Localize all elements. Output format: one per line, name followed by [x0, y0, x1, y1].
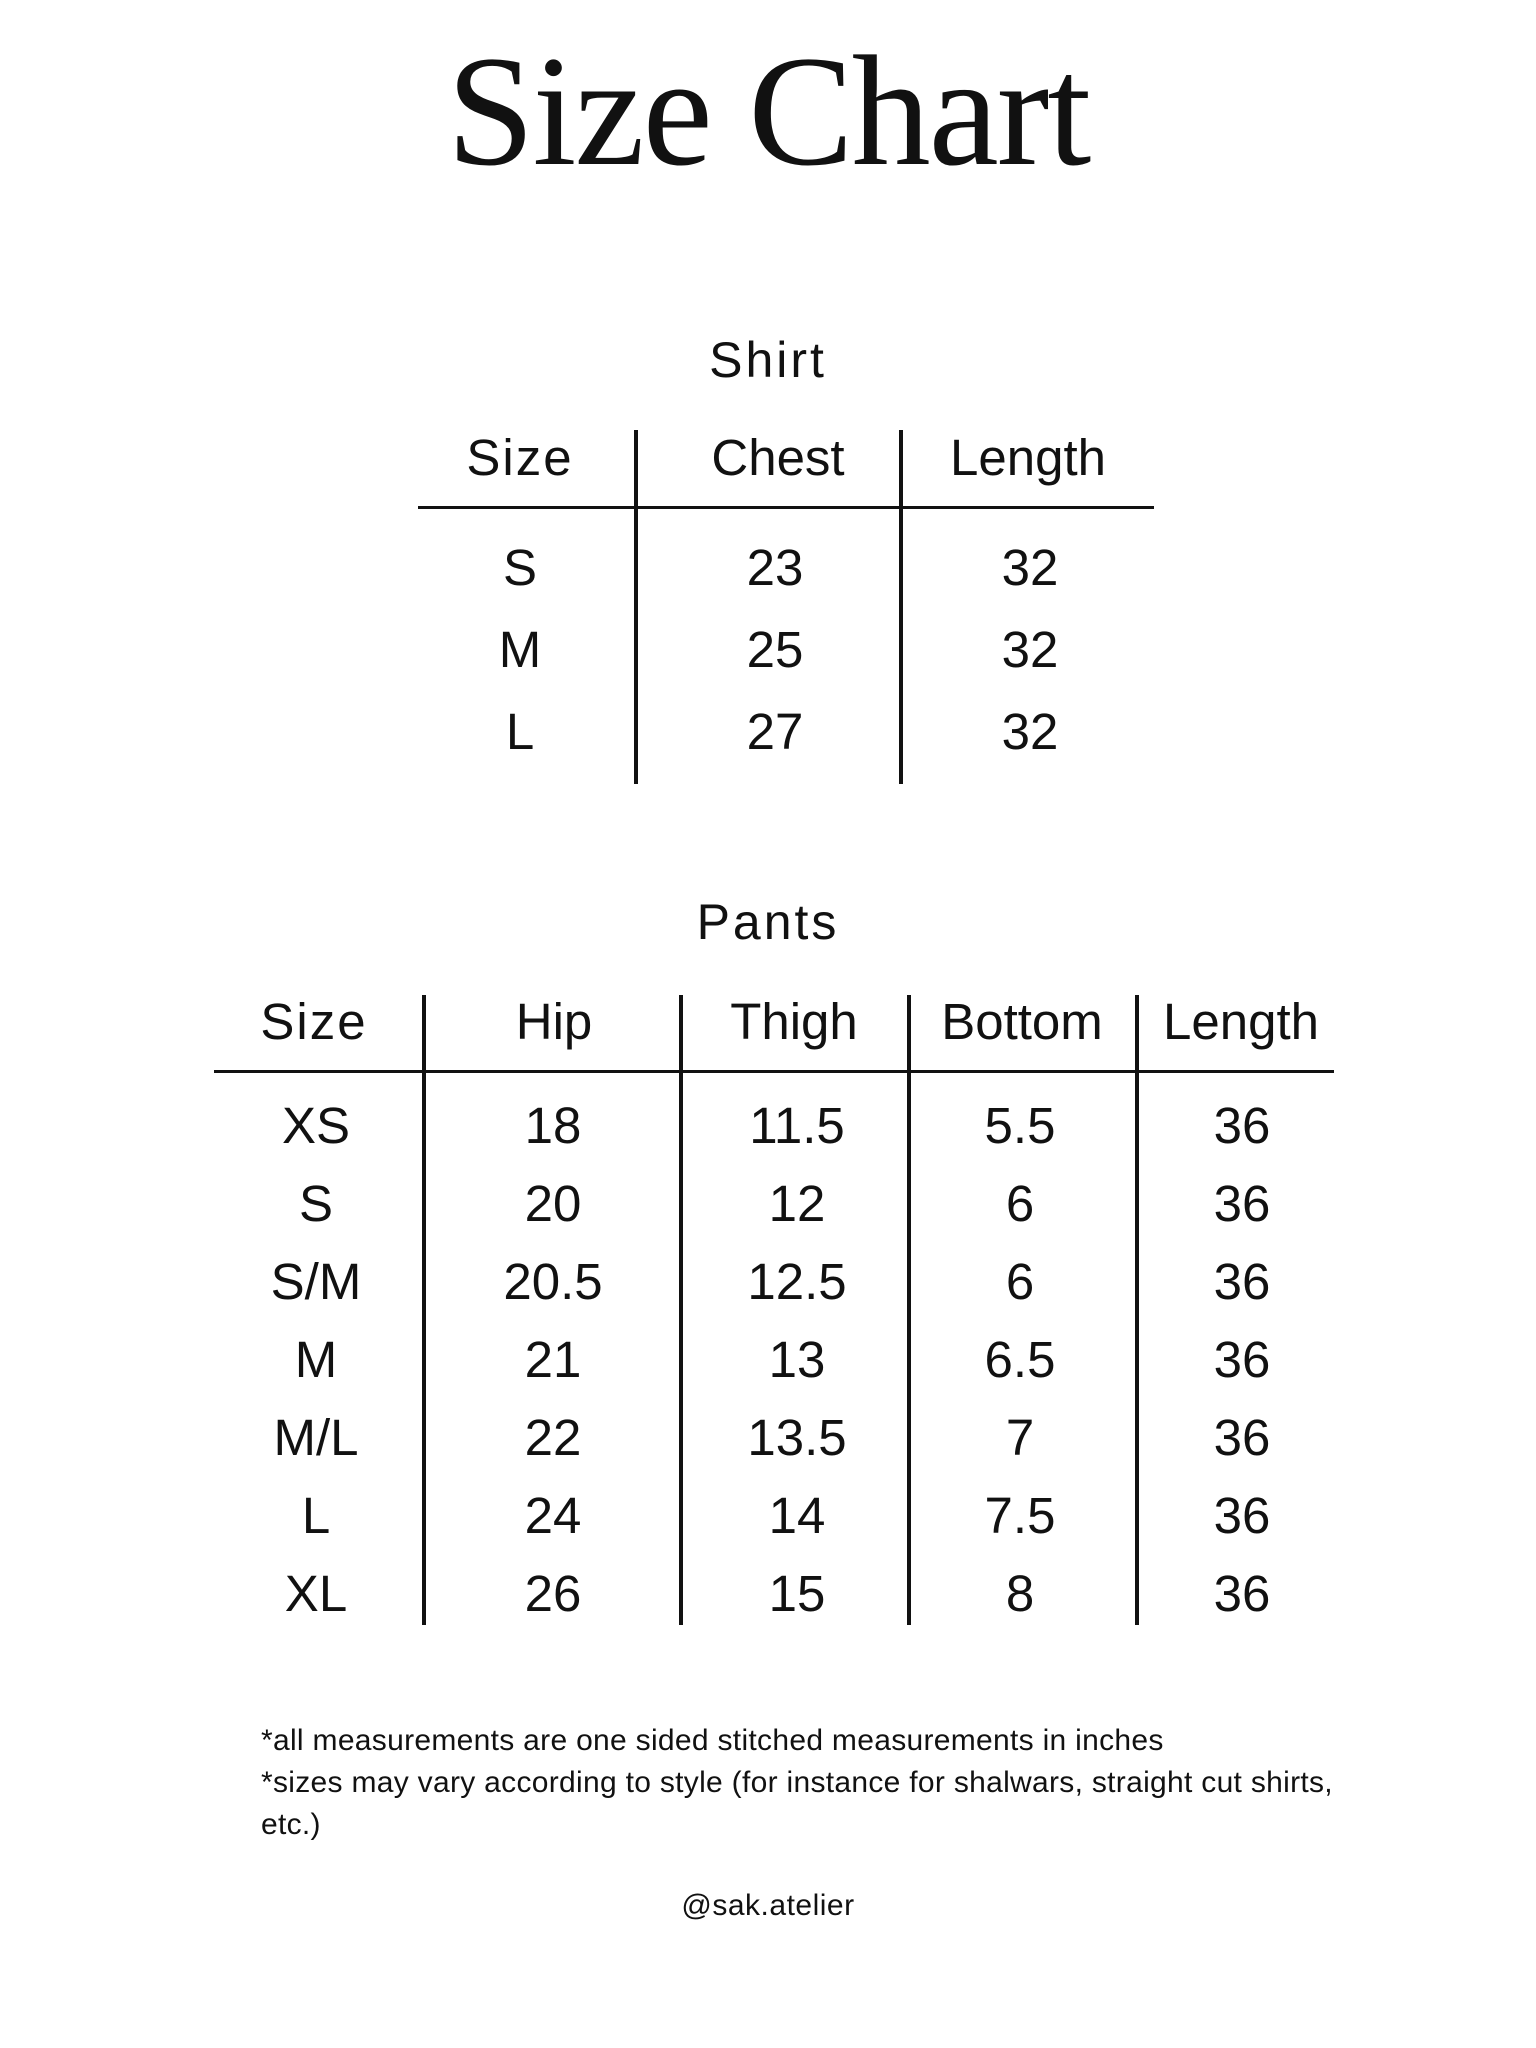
- pants-row-2-size: S: [298, 1175, 334, 1232]
- pants-row-2-hip: 20: [524, 1175, 582, 1232]
- pants-row-2-bottom: 6: [1005, 1175, 1035, 1232]
- pants-row-3-bottom: 6: [1005, 1253, 1035, 1310]
- pants-row-6-bottom: 7.5: [984, 1487, 1056, 1544]
- pants-header-divider: [214, 1070, 1334, 1073]
- shirt-row-2-length: 32: [1001, 621, 1059, 678]
- pants-row-6-size: L: [301, 1487, 331, 1544]
- pants-row-4-bottom: 6.5: [984, 1331, 1056, 1388]
- pants-row-6-thigh: 14: [768, 1487, 826, 1544]
- pants-row-4-size: M: [294, 1331, 338, 1388]
- size-variation-note: *sizes may vary according to style (for instance for shalwars, straight cut shirts, etc.): [261, 1766, 1333, 1841]
- shirt-row-3-length: 32: [1001, 703, 1059, 760]
- pants-row-6-hip: 24: [524, 1487, 582, 1544]
- pants-row-1-length: 36: [1213, 1097, 1271, 1154]
- pants-row-1-thigh: 11.5: [749, 1097, 845, 1154]
- pants-row-2-thigh: 12: [768, 1175, 826, 1232]
- pants-row-7-size: XL: [284, 1565, 348, 1622]
- shirt-row-1-length: 32: [1001, 539, 1059, 596]
- shirt-column-divider-2: [899, 430, 903, 784]
- page-title: Size Chart: [446, 24, 1090, 199]
- shirt-header-divider: [418, 506, 1154, 509]
- pants-column-divider-2: [679, 995, 683, 1625]
- pants-row-6-length: 36: [1213, 1487, 1271, 1544]
- pants-column-divider-1: [422, 995, 426, 1625]
- pants-row-5-length: 36: [1213, 1409, 1271, 1466]
- pants-row-7-thigh: 15: [768, 1565, 826, 1622]
- pants-row-5-hip: 22: [524, 1409, 582, 1466]
- pants-row-3-size: S/M: [270, 1253, 362, 1310]
- pants-row-2-length: 36: [1213, 1175, 1271, 1232]
- pants-row-7-length: 36: [1213, 1565, 1271, 1622]
- pants-header-hip: Hip: [515, 993, 593, 1050]
- pants-row-3-length: 36: [1213, 1253, 1271, 1310]
- shirt-header-chest: Chest: [711, 429, 845, 486]
- shirt-row-3-size: L: [505, 703, 535, 760]
- pants-row-4-hip: 21: [524, 1331, 582, 1388]
- shirt-column-divider-1: [634, 430, 638, 784]
- pants-row-4-length: 36: [1213, 1331, 1271, 1388]
- pants-heading: Pants: [696, 894, 840, 950]
- shirt-heading: Shirt: [709, 332, 827, 388]
- pants-header-length: Length: [1163, 993, 1319, 1050]
- pants-header-bottom: Bottom: [941, 993, 1103, 1050]
- shirt-row-1-chest: 23: [746, 539, 804, 596]
- shirt-header-length: Length: [950, 429, 1106, 486]
- shirt-row-1-size: S: [502, 539, 538, 596]
- shirt-row-3-chest: 27: [746, 703, 804, 760]
- pants-row-3-hip: 20.5: [503, 1253, 603, 1310]
- measurement-note: *all measurements are one sided stitched measurements in inches: [261, 1724, 1164, 1757]
- pants-row-1-hip: 18: [524, 1097, 582, 1154]
- pants-row-3-thigh: 12.5: [747, 1253, 847, 1310]
- shirt-header-size: Size: [466, 429, 574, 486]
- pants-column-divider-3: [907, 995, 911, 1625]
- pants-row-1-bottom: 5.5: [984, 1097, 1056, 1154]
- pants-row-5-bottom: 7: [1005, 1409, 1035, 1466]
- pants-row-4-thigh: 13: [768, 1331, 826, 1388]
- pants-row-5-thigh: 13.5: [747, 1409, 847, 1466]
- pants-row-7-hip: 26: [524, 1565, 582, 1622]
- pants-header-thigh: Thigh: [730, 993, 858, 1050]
- pants-column-divider-4: [1135, 995, 1139, 1625]
- pants-row-7-bottom: 8: [1005, 1565, 1035, 1622]
- pants-row-5-size: M/L: [273, 1409, 359, 1466]
- pants-row-1-size: XS: [281, 1097, 351, 1154]
- shirt-row-2-chest: 25: [746, 621, 804, 678]
- pants-header-size: Size: [260, 993, 368, 1050]
- shirt-row-2-size: M: [498, 621, 542, 678]
- brand-handle: @sak.atelier: [681, 1889, 855, 1922]
